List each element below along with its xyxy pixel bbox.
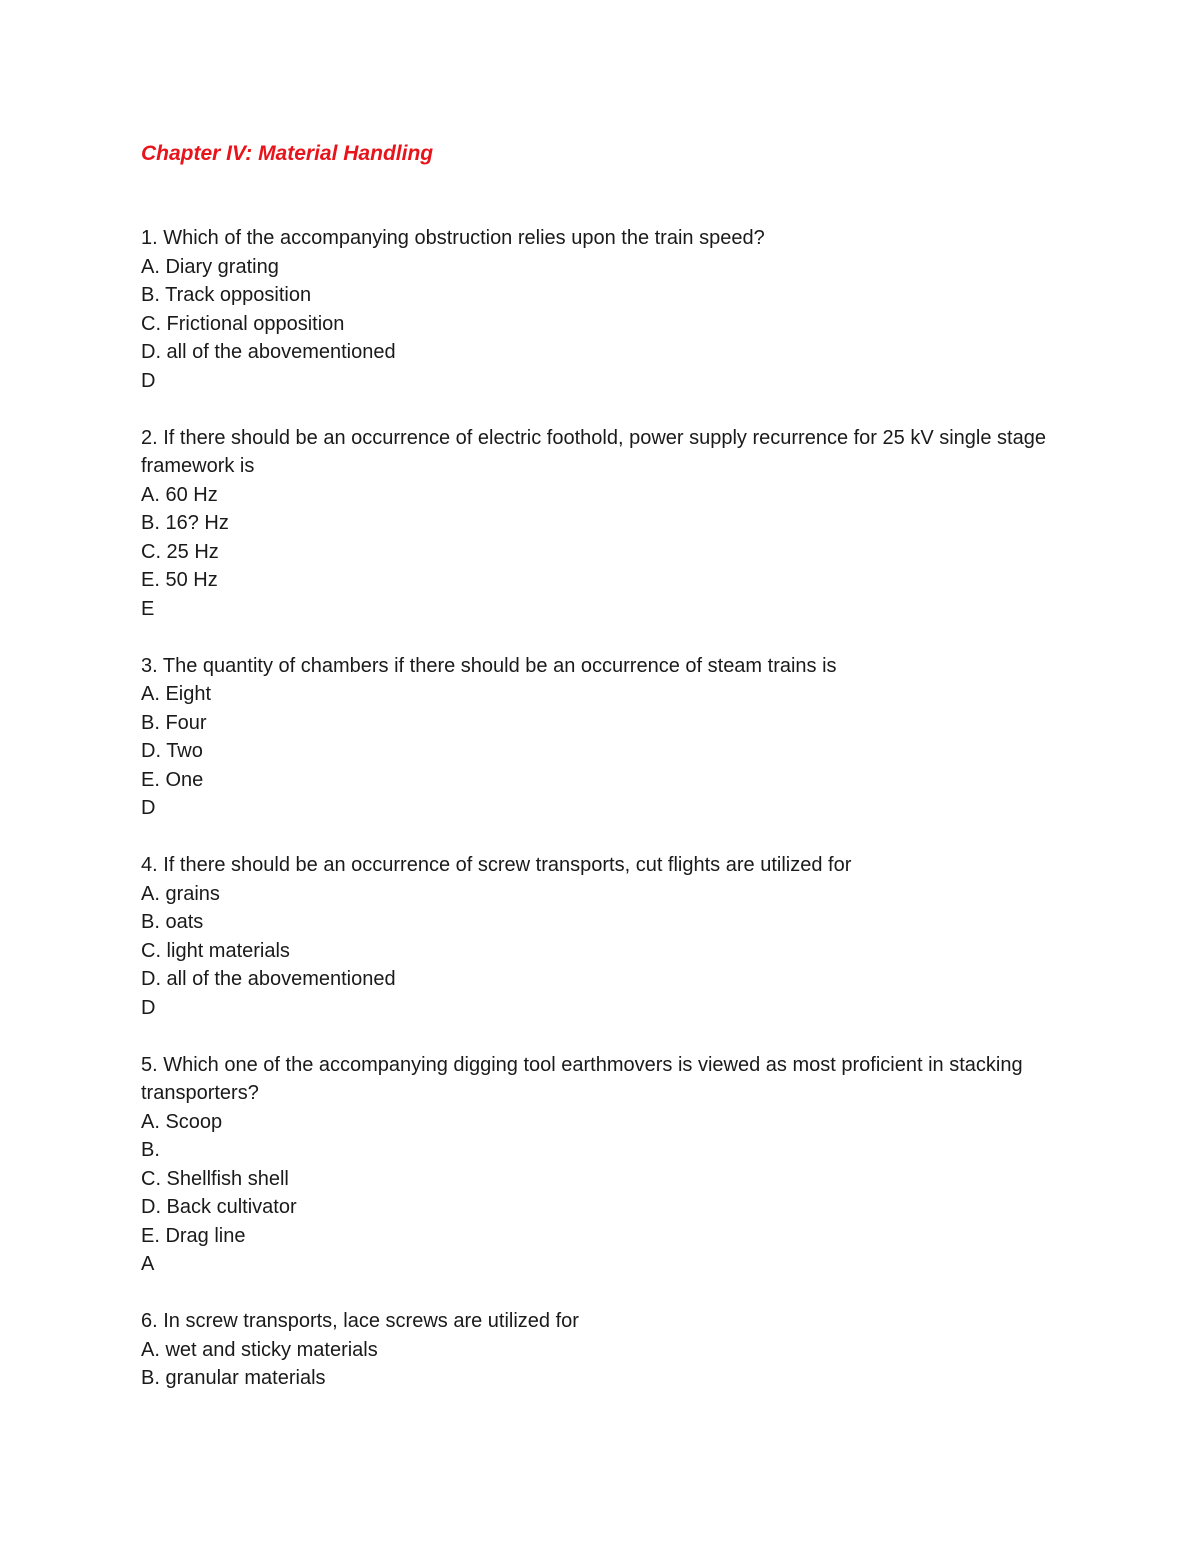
answer-option: A. wet and sticky materials [141,1338,378,1361]
answer-option: E. One [141,768,204,791]
answer-option: A. 60 Hz [141,483,218,506]
answer-option: E. Drag line [141,1224,246,1247]
question-text: 4. If there should be an occurrence of screw transports, cut flights are utilized for [141,854,852,876]
answer-option: C. light materials [141,939,290,962]
answer-option: A. Scoop [141,1110,223,1133]
question-block [141,652,1081,823]
answer-key: E [141,597,155,620]
answer-option: D. Back cultivator [141,1196,297,1218]
answer-key: D [141,996,156,1019]
answer-option: B. Track opposition [141,284,312,306]
question-text: 5. Which one of the accompanying digging tool earthmovers is viewed as most proficient in stacking transporters? [141,1053,1023,1104]
question-text: 2. If there should be an occurrence of electric foothold, power supply recurrence for 25 kV single stage framework is [141,426,1046,477]
answer-option: D. all of the abovementioned [141,341,396,363]
answer-option: B. [141,1139,160,1161]
question-block [141,1051,1081,1279]
answer-key: A [141,1253,155,1275]
answer-option: C. Frictional opposition [141,312,345,335]
answer-option: B. granular materials [141,1367,326,1389]
document-body [141,138,1081,1421]
answer-option: A. Eight [141,683,212,705]
question-text: 3. The quantity of chambers if there should be an occurrence of steam trains is [141,654,837,677]
answer-option: E. 50 Hz [141,569,218,591]
answer-option: C. Shellfish shell [141,1167,289,1190]
answer-option: B. oats [141,911,204,933]
question-text: 1. Which of the accompanying obstruction relies upon the train speed? [141,227,765,249]
answer-option: C. 25 Hz [141,540,219,563]
question-block [141,851,1081,1022]
question-block [141,424,1081,624]
answer-option: A. grains [141,882,220,905]
question-list [141,224,1081,1393]
answer-option: A. Diary grating [141,255,279,278]
page-title: Chapter IV: Material Handling [141,142,434,165]
question-block [141,224,1081,395]
question-text: 6. In screw transports, lace screws are utilized for [141,1310,579,1332]
answer-option: B. 16? Hz [141,512,229,534]
question-block [141,1307,1081,1393]
answer-key: D [141,797,156,819]
answer-option: B. Four [141,711,207,734]
answer-key: D [141,369,156,392]
title-spacer [141,170,1081,224]
answer-option: D. all of the abovementioned [141,968,396,990]
answer-option: D. Two [141,740,203,762]
